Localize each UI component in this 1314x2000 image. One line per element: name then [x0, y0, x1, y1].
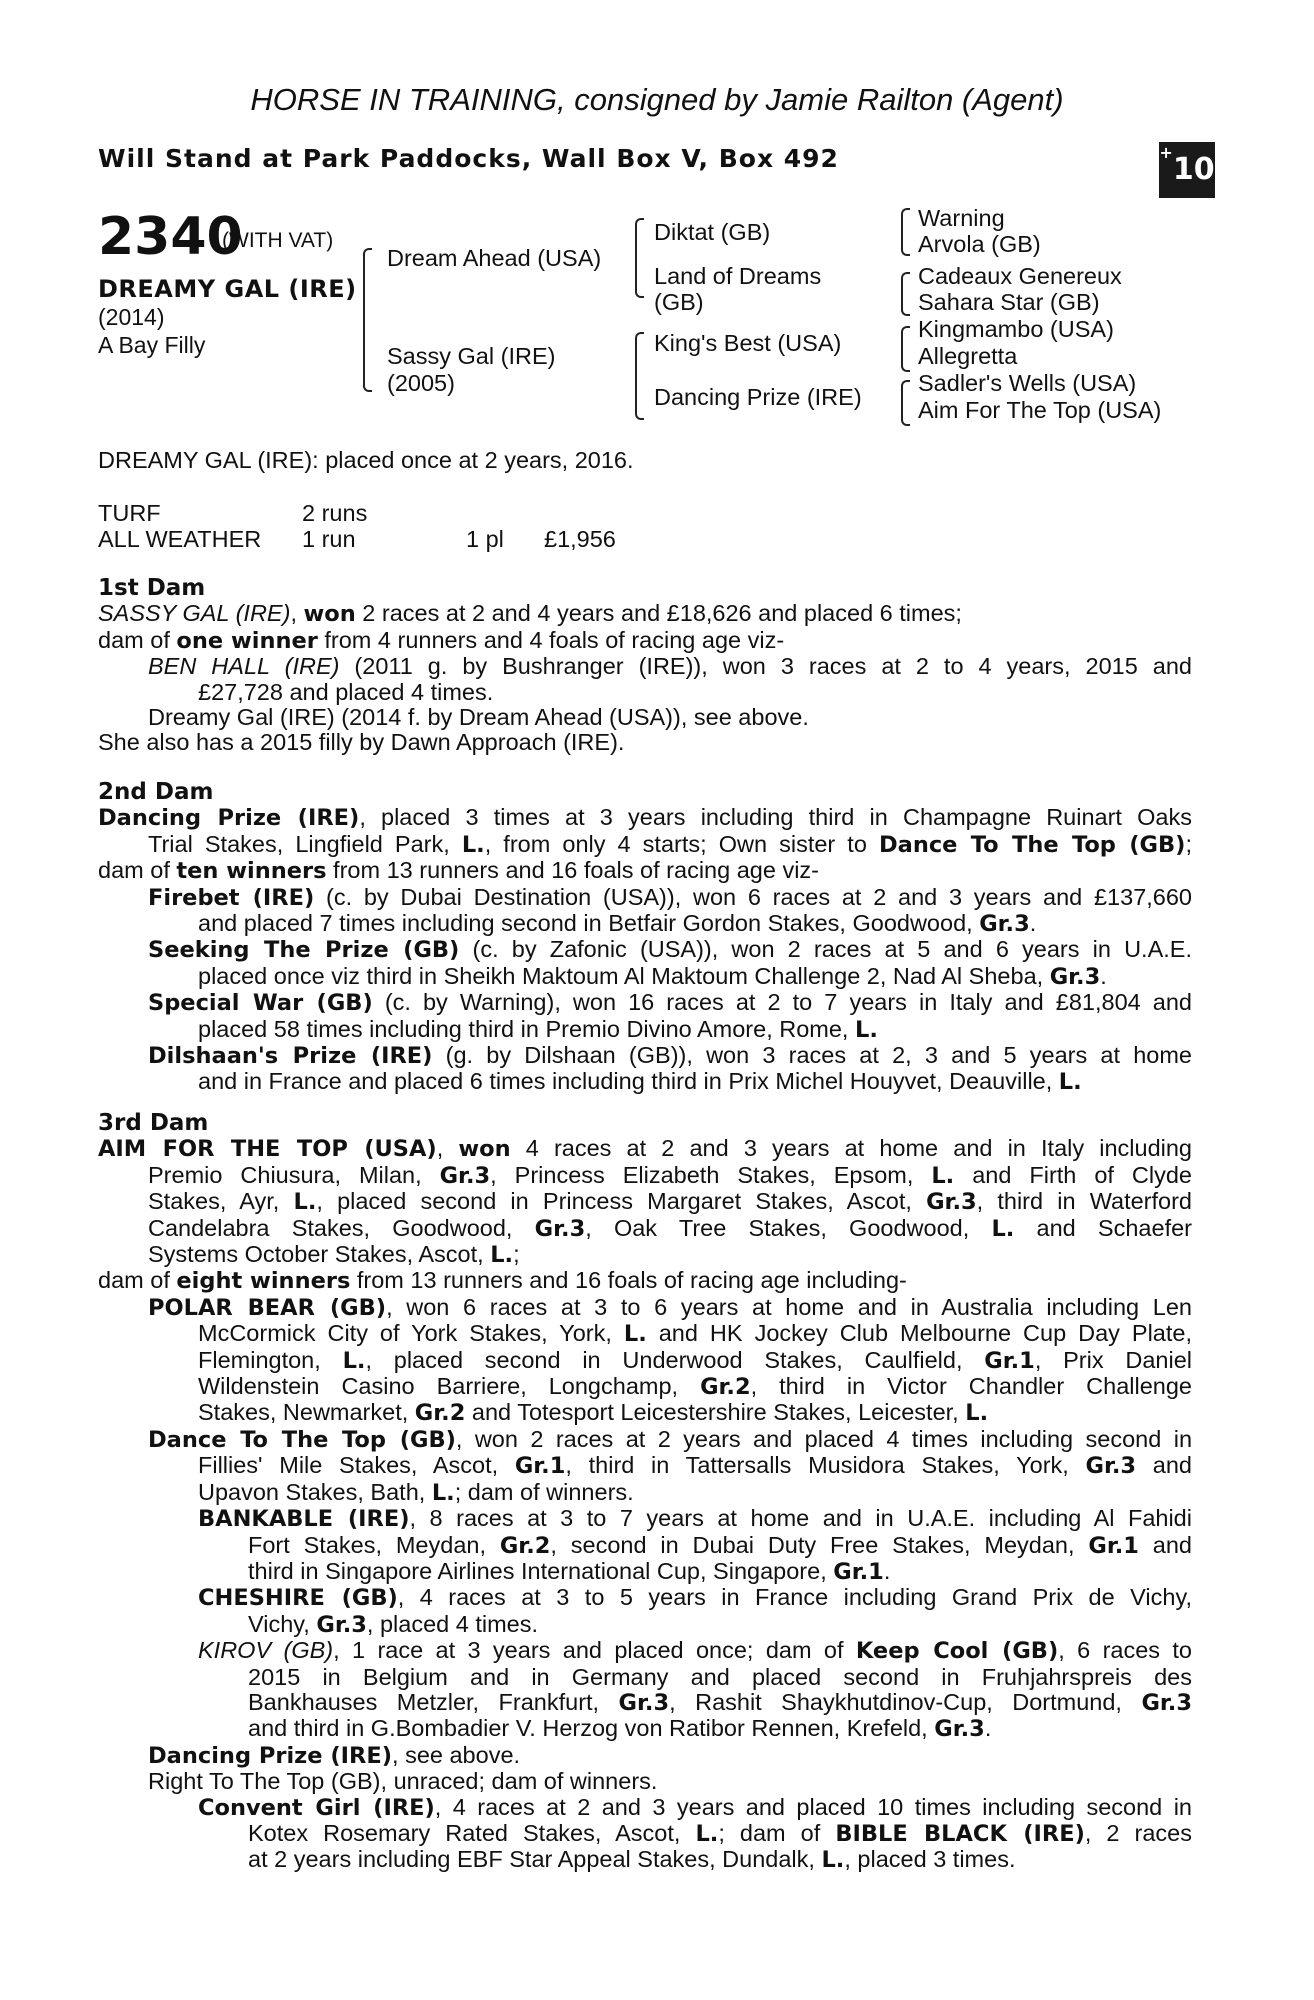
vat-note: (WITH VAT): [222, 229, 334, 252]
third-dam-line: Bankhauses Metzler, Frankfurt, Gr.3, Rashit Shaykhutdinov-Cup, Dortmund, Gr.3: [248, 1688, 1192, 1716]
second-dam-line: dam of ten winners from 13 runners and 16 foals of racing age viz-: [98, 857, 819, 885]
third-dam-line: at 2 years including EBF Star Appeal Stakes, Dundalk, L., placed 3 times.: [248, 1846, 1016, 1874]
second-dam-line: placed once viz third in Sheikh Maktoum Al Maktoum Challenge 2, Nad Al Sheba, Gr.3.: [198, 962, 1107, 990]
third-dam-line: Wildenstein Casino Barriere, Longchamp, Gr.2, third in Victor Chandler Challenge: [198, 1373, 1192, 1401]
third-dam-line: and third in G.Bombadier V. Herzog von Ratibor Rennen, Krefeld, Gr.3.: [248, 1715, 992, 1743]
brace-gen1: [363, 248, 372, 392]
third-dam-line: CHESHIRE (GB), 4 races at 3 to 5 years in France including Grand Prix de Vichy,: [198, 1584, 1192, 1612]
stand-location: Will Stand at Park Paddocks, Wall Box V, Box 492: [98, 144, 839, 173]
third-dam-line: dam of eight winners from 13 runners and 16 foals of racing age including-: [98, 1267, 907, 1295]
third-dam-line: 2015 in Belgium and in Germany and placed second in Fruhjahrspreis des: [248, 1663, 1192, 1690]
second-dam-line: Trial Stakes, Lingfield Park, L., from only 4 starts; Own sister to Dance To The Top (GB);: [148, 830, 1192, 858]
pedigree-gen3-2: Arvola (GB): [918, 231, 1041, 257]
pedigree-dam-sire: King's Best (USA): [654, 330, 842, 356]
third-dam-section: [98, 1111, 1192, 1874]
second-dam-line: Firebet (IRE) (c. by Dubai Destination (USA)), won 6 races at 2 and 3 years and £137,660: [148, 883, 1192, 911]
horse-description: A Bay Filly: [98, 332, 206, 358]
consignor-header: HORSE IN TRAINING, consigned by Jamie Railton (Agent): [250, 82, 1064, 117]
third-dam-line: Premio Chiusura, Milan, Gr.3, Princess Elizabeth Stakes, Epsom, L. and Firth of Clyde: [148, 1161, 1192, 1189]
third-dam-line: Stakes, Newmarket, Gr.2 and Totesport Leicestershire Stakes, Leicester, L.: [198, 1399, 989, 1427]
brace-sire: [635, 218, 644, 298]
first-dam-line: Dreamy Gal (IRE) (2014 f. by Dream Ahead (USA)), see above.: [148, 704, 809, 731]
pedigree-gen3-5: Kingmambo (USA): [918, 316, 1114, 342]
second-dam-heading: 2nd Dam: [98, 779, 214, 805]
pedigree-gen3-6: Allegretta: [918, 343, 1018, 369]
third-dam-line: Systems October Stakes, Ascot, L.;: [148, 1241, 520, 1269]
second-dam-line: and in France and placed 6 times including third in Prix Michel Houyvet, Deauville, L.: [198, 1068, 1082, 1096]
third-dam-line: Flemington, L., placed second in Underwood Stakes, Caulfield, Gr.1, Prix Daniel: [198, 1346, 1193, 1374]
race-summary: DREAMY GAL (IRE): placed once at 2 years, 2016.: [98, 447, 634, 473]
turf-label: TURF: [98, 500, 161, 526]
third-dam-heading: 3rd Dam: [98, 1110, 209, 1136]
third-dam-line: Vichy, Gr.3, placed 4 times.: [248, 1610, 539, 1638]
aw-earnings: £1,956: [544, 526, 616, 552]
pedigree-gen3-7: Sadler's Wells (USA): [918, 370, 1137, 396]
second-dam-line: Special War (GB) (c. by Warning), won 16 races at 2 to 7 years in Italy and £81,804 and: [148, 989, 1192, 1017]
second-dam-line: and placed 7 times including second in Betfair Gordon Stakes, Goodwood, Gr.3.: [198, 910, 1037, 938]
third-dam-line: Right To The Top (GB), unraced; dam of winners.: [148, 1768, 658, 1795]
first-dam-line: BEN HALL (IRE) (2011 g. by Bushranger (IRE)), won 3 races at 2 to 4 years, 2015 and: [148, 653, 1192, 680]
brace-ss: [901, 208, 910, 256]
pedigree-sire-dam: Land of Dreams: [654, 263, 822, 289]
pedigree-sire: Dream Ahead (USA): [387, 245, 602, 271]
aw-runs: 1 run: [302, 526, 356, 552]
third-dam-line: Candelabra Stakes, Goodwood, Gr.3, Oak Tree Stakes, Goodwood, L. and Schaefer: [148, 1214, 1192, 1242]
third-dam-line: POLAR BEAR (GB), won 6 races at 3 to 6 years at home and in Australia including Len: [148, 1293, 1192, 1321]
turf-runs: 2 runs: [302, 500, 368, 526]
brace-dd: [901, 380, 910, 426]
pedigree-sire-dam-country: (GB): [654, 289, 704, 315]
third-dam-line: Upavon Stakes, Bath, L.; dam of winners.: [198, 1478, 634, 1506]
brace-dam: [635, 332, 644, 420]
pedigree-gen3-1: Warning: [918, 205, 1005, 231]
pedigree-gen3-8: Aim For The Top (USA): [918, 397, 1162, 423]
brace-sd: [901, 272, 910, 316]
pedigree-dam-year: (2005): [387, 370, 455, 396]
third-dam-line: BANKABLE (IRE), 8 races at 3 to 7 years at home and in U.A.E. including Al Fahidi: [198, 1505, 1192, 1533]
badge-number: 10: [1172, 152, 1215, 187]
first-dam-section: [98, 576, 1192, 756]
third-dam-line: third in Singapore Airlines International Cup, Singapore, Gr.1.: [248, 1557, 891, 1585]
pedigree-dam-dam: Dancing Prize (IRE): [654, 384, 862, 410]
second-dam-line: Dilshaan's Prize (IRE) (g. by Dilshaan (GB)), won 3 races at 2, 3 and 5 years at home: [148, 1042, 1192, 1070]
first-dam-line: SASSY GAL (IRE), won 2 races at 2 and 4 years and £18,626 and placed 6 times;: [98, 600, 962, 628]
third-dam-line: Convent Girl (IRE), 4 races at 2 and 3 years and placed 10 times including second in: [198, 1793, 1192, 1821]
third-dam-line: Fort Stakes, Meydan, Gr.2, second in Dubai Duty Free Stakes, Meydan, Gr.1 and: [248, 1531, 1192, 1559]
lot-badge: [1159, 142, 1215, 198]
third-dam-line: Stakes, Ayr, L., placed second in Princess Margaret Stakes, Ascot, Gr.3, third in Waterford: [148, 1188, 1192, 1216]
third-dam-line: McCormick City of York Stakes, York, L. and HK Jockey Club Melbourne Cup Day Plate,: [198, 1320, 1193, 1348]
aw-placed: 1 pl: [466, 526, 504, 552]
third-dam-line: Dance To The Top (GB), won 2 races at 2 years and placed 4 times including second in: [148, 1425, 1193, 1453]
aw-label: ALL WEATHER: [98, 526, 262, 552]
pedigree-gen3-4: Sahara Star (GB): [918, 289, 1100, 315]
horse-name: DREAMY GAL (IRE): [98, 275, 357, 303]
third-dam-line: Fillies' Mile Stakes, Ascot, Gr.1, third in Tattersalls Musidora Stakes, York, Gr.3 and: [198, 1452, 1192, 1480]
first-dam-line: £27,728 and placed 4 times.: [198, 678, 494, 705]
first-dam-line: dam of one winner from 4 runners and 4 foals of racing age viz-: [98, 626, 785, 654]
first-dam-heading: 1st Dam: [98, 575, 206, 601]
brace-ds: [901, 326, 910, 372]
second-dam-line: Dancing Prize (IRE), placed 3 times at 3 years including third in Champagne Ruinart Oaks: [98, 804, 1192, 832]
third-dam-line: AIM FOR THE TOP (USA), won 4 races at 2 and 3 years at home and in Italy including: [98, 1135, 1192, 1163]
horse-year: (2014): [98, 304, 165, 330]
third-dam-line: KIROV (GB), 1 race at 3 years and placed once; dam of Keep Cool (GB), 6 races to: [198, 1637, 1193, 1665]
third-dam-line: Kotex Rosemary Rated Stakes, Ascot, L.; dam of BIBLE BLACK (IRE), 2 races: [248, 1819, 1192, 1847]
lot-number: 2340: [98, 207, 243, 267]
first-dam-line: She also has a 2015 filly by Dawn Approach (IRE).: [98, 729, 625, 756]
second-dam-line: placed 58 times including third in Premio Divino Amore, Rome, L.: [198, 1015, 878, 1043]
pedigree-gen3-3: Cadeaux Genereux: [918, 263, 1122, 289]
pedigree-dam: Sassy Gal (IRE): [387, 343, 556, 369]
pedigree-sire-sire: Diktat (GB): [654, 219, 771, 245]
third-dam-line: Dancing Prize (IRE), see above.: [148, 1741, 521, 1769]
badge-plus: +: [1159, 143, 1173, 162]
second-dam-section: [98, 780, 1192, 1096]
second-dam-line: Seeking The Prize (GB) (c. by Zafonic (USA)), won 2 races at 5 and 6 years in U.A.E.: [148, 936, 1192, 964]
